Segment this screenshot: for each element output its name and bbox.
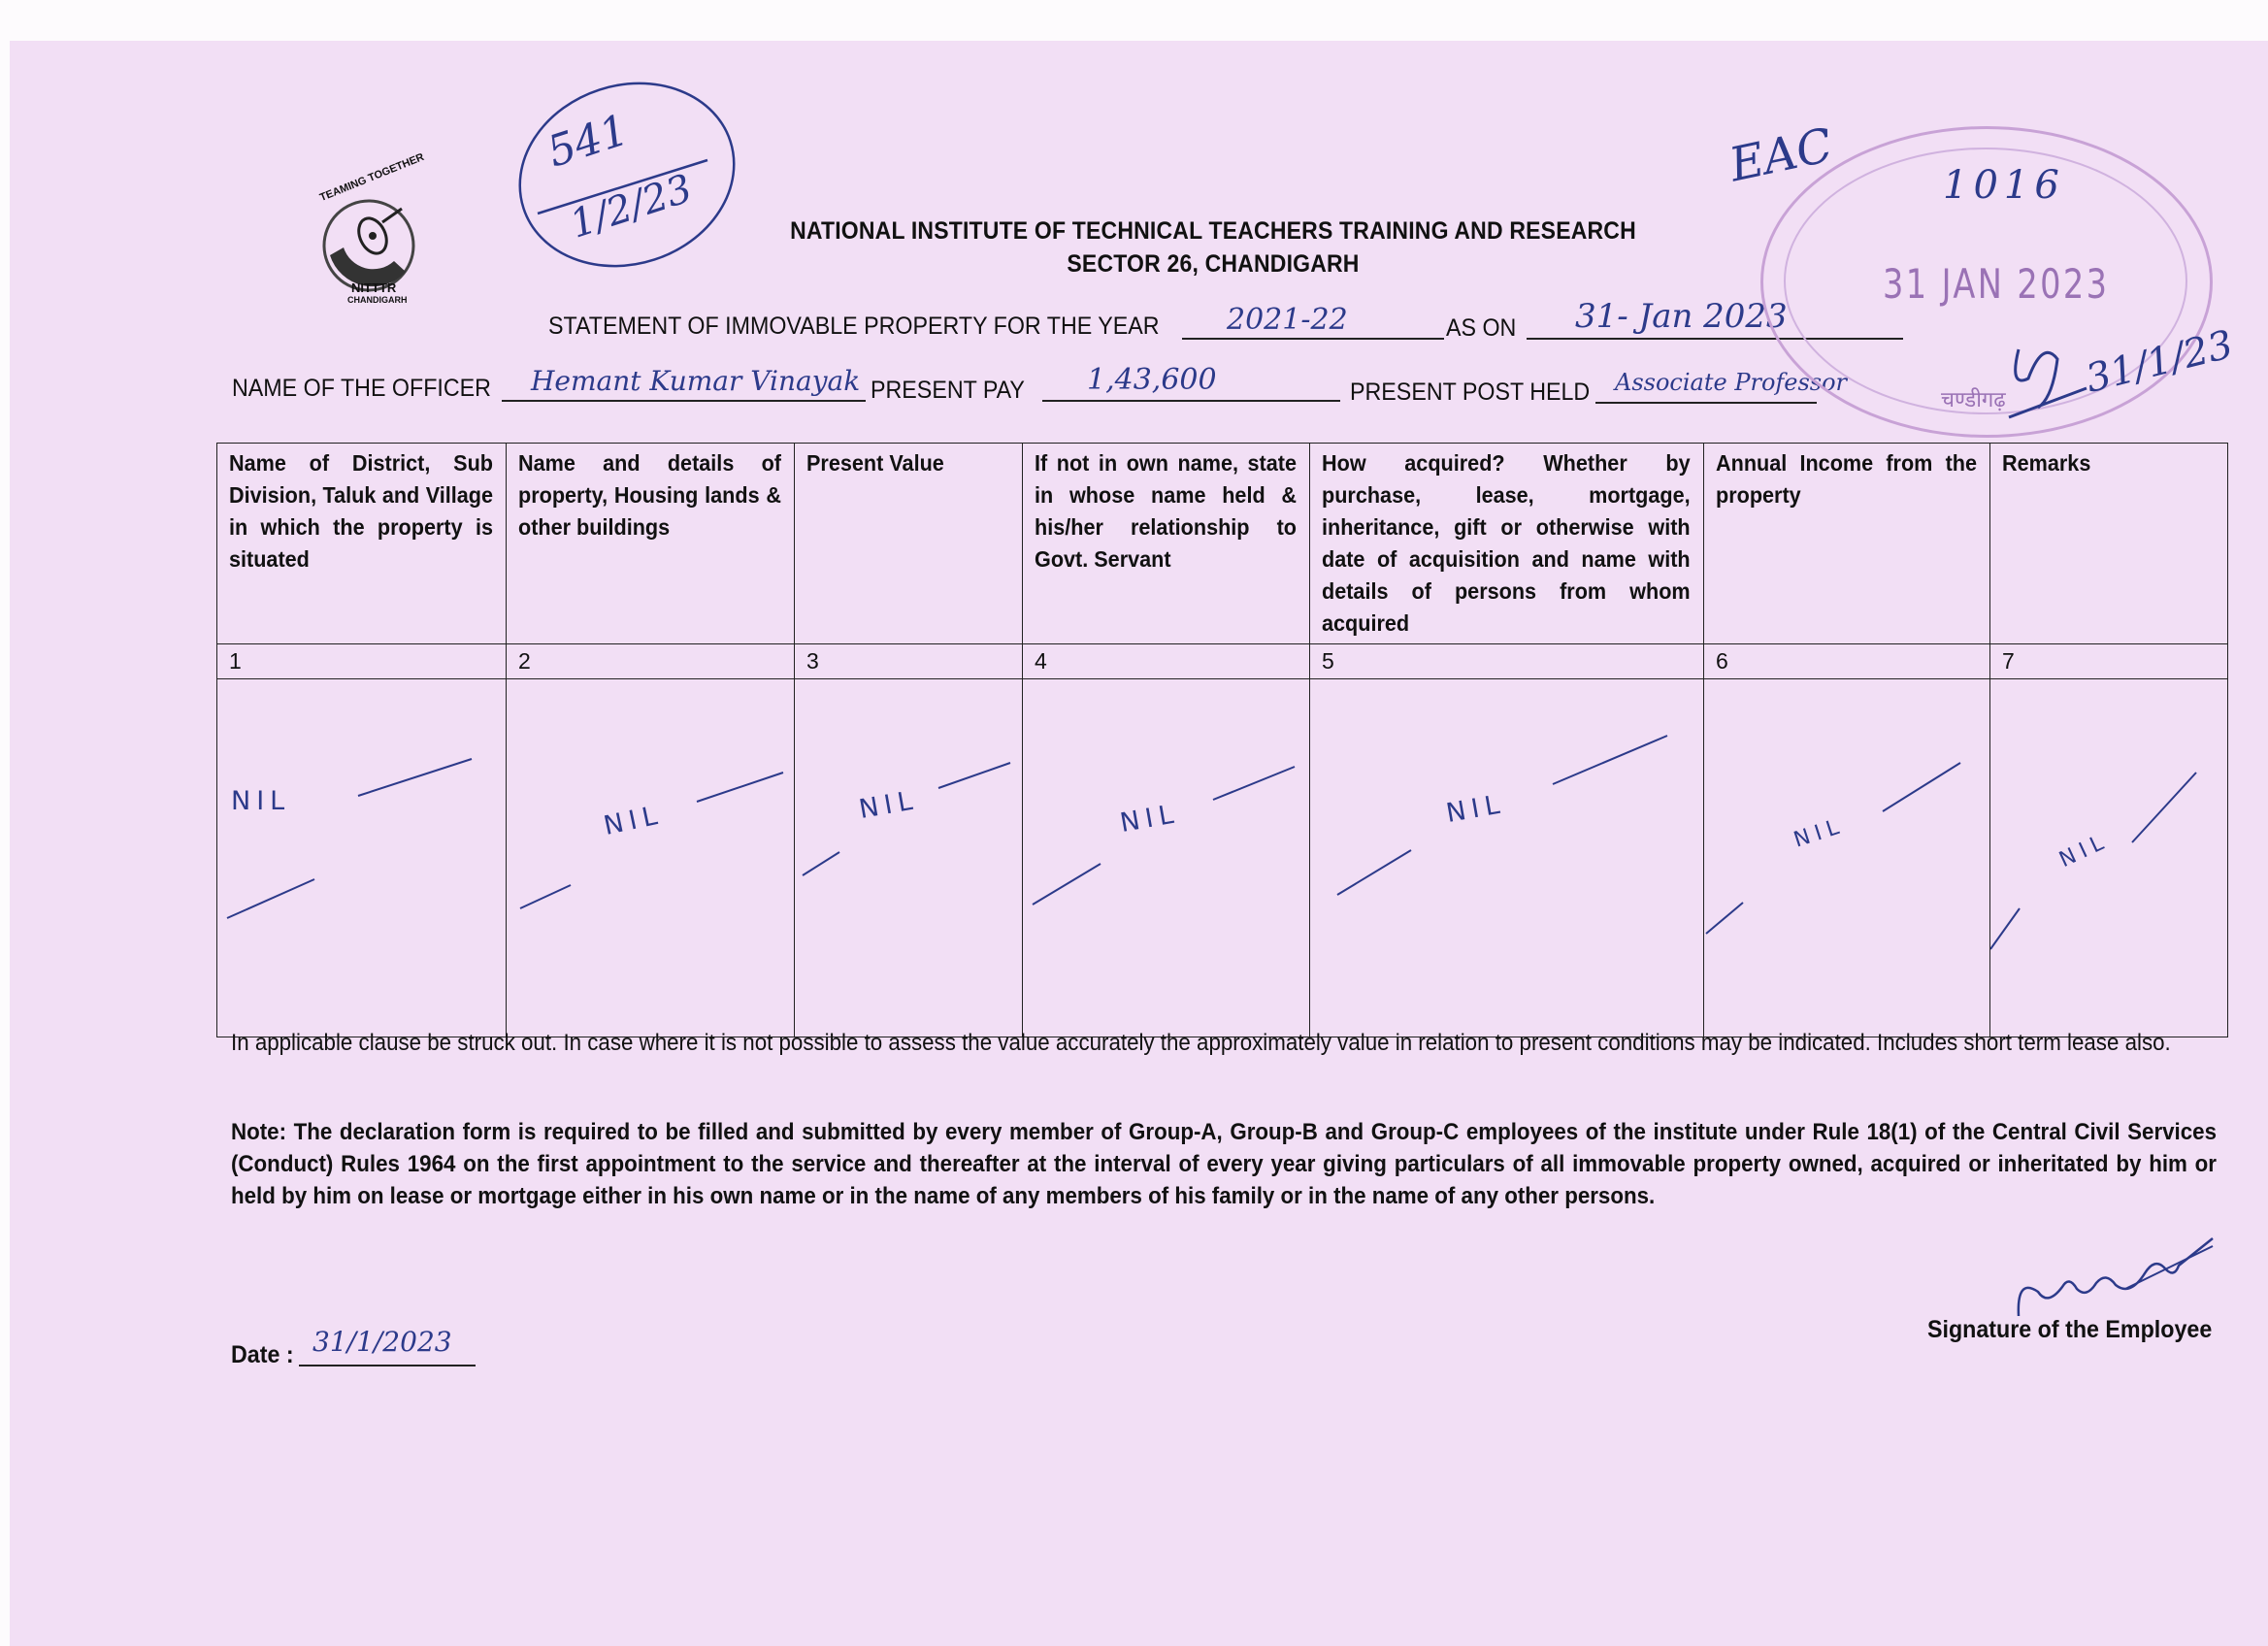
logo-name: NITTTR (351, 280, 397, 295)
diary-number: 541 (542, 105, 635, 178)
nil-entry: NIL (1117, 798, 1182, 839)
table-cell (795, 679, 1023, 1037)
table-cell (217, 679, 507, 1037)
date-label: Date : (231, 1341, 294, 1368)
post-held: Associate Professor (1615, 369, 1848, 396)
table-row (217, 679, 2228, 1037)
present-pay: 1,43,600 (1087, 363, 1217, 397)
employee-signature (2009, 1219, 2222, 1326)
diary-date: 1/2/23 (565, 166, 698, 247)
column-number: 5 (1310, 644, 1704, 679)
present-pay-line (1042, 365, 1340, 402)
column-number: 6 (1704, 644, 1990, 679)
statement-year-line (1182, 303, 1444, 340)
table-header-row (217, 444, 2228, 644)
table-cell (507, 679, 795, 1037)
stamp-date: 31 JAN 2023 (1883, 260, 2110, 308)
signature-label: Signature of the Employee (1927, 1316, 2213, 1343)
stamp-city: चण्डीगढ़ (1941, 388, 2006, 412)
nil-entry: NIL (1791, 813, 1848, 853)
institute-name: NATIONAL INSTITUTE OF TECHNICAL TEACHERS TRAINING AND RESEARCH (790, 217, 1636, 245)
footnote: In applicable clause be struck out. In case where it is not possible to assess the value accurately the approximately value in relation to present conditions may be indicated. Includes short term lease also. (231, 1030, 2171, 1056)
column-number: 2 (507, 644, 795, 679)
initials-date: 31/1/23 (2081, 322, 2238, 402)
present-pay-label: PRESENT PAY (871, 377, 1025, 404)
nil-entry: NIL (2055, 828, 2113, 873)
column-header: Remarks (1990, 444, 2228, 644)
officer-name: Hemant Kumar Vinayak (531, 365, 861, 397)
column-header: Present Value (795, 444, 1023, 644)
column-number: 4 (1023, 644, 1310, 679)
as-on-label: AS ON (1446, 314, 1517, 342)
table-cell (1990, 679, 2228, 1037)
officer-name-line (502, 365, 866, 402)
statement-year: 2021-22 (1227, 303, 1348, 337)
post-held-label: PRESENT POST HELD (1350, 379, 1591, 406)
column-number: 7 (1990, 644, 2228, 679)
date-value: 31/1/2023 (312, 1326, 452, 1358)
column-header: Annual Income from the property (1704, 444, 1990, 644)
nil-entry: NIL (1443, 788, 1508, 830)
column-header: Name and details of property, Housing lands & other buildings (507, 444, 795, 644)
post-held-line (1595, 367, 1848, 404)
column-number-row (217, 644, 2228, 679)
rule-note: Note: The declaration form is required to be filled and submitted by every member of Group-A, Group-B and Group-C employees of the institute under Rule 18(1) of the Central Civil Services (Conduct) Rules 1964 on the first appointment to the service and thereafter at the interval of every year giving particulars of all immovable property owned, acquired or inheritated by him or held by him on lease or mortgage either in his own name or in the name of any members of his family or in the name of any other persons. (231, 1119, 2217, 1209)
logo-tagline: TEAMING TOGETHER (317, 150, 426, 205)
column-header: If not in own name, state in whose name held & his/her relationship to Govt. Servant (1023, 444, 1310, 644)
column-header: How acquired? Whether by purchase, lease, mortgage, inheritance, gift or otherwise with date of acquisition and name with details of persons from whom acquired (1310, 444, 1704, 644)
diary-number-circle (509, 68, 746, 277)
initials-mark (1999, 320, 2238, 437)
officer-name-label: NAME OF THE OFFICER (232, 375, 491, 402)
property-table (216, 443, 2228, 1037)
as-on-date: 31- Jan 2023 (1575, 297, 1788, 336)
nil-entry: NIL (231, 786, 291, 816)
nil-entry: NIL (856, 784, 921, 826)
institute-address: SECTOR 26, CHANDIGARH (1067, 250, 1360, 278)
nitttr-logo (309, 150, 435, 306)
table-cell (1023, 679, 1310, 1037)
nil-entry: NIL (601, 799, 666, 842)
eac-mark: EAC (1725, 117, 1838, 193)
statement-label: STATEMENT OF IMMOVABLE PROPERTY FOR THE YEAR (548, 313, 1160, 340)
column-header: Name of District, Sub Division, Taluk and Village in which the property is situated (217, 444, 507, 644)
column-number: 1 (217, 644, 507, 679)
logo-city: CHANDIGARH (347, 295, 408, 305)
table-cell (1704, 679, 1990, 1037)
column-number: 3 (795, 644, 1023, 679)
date-line (299, 1326, 476, 1366)
inward-number: 1016 (1943, 163, 2065, 208)
table-cell (1310, 679, 1704, 1037)
